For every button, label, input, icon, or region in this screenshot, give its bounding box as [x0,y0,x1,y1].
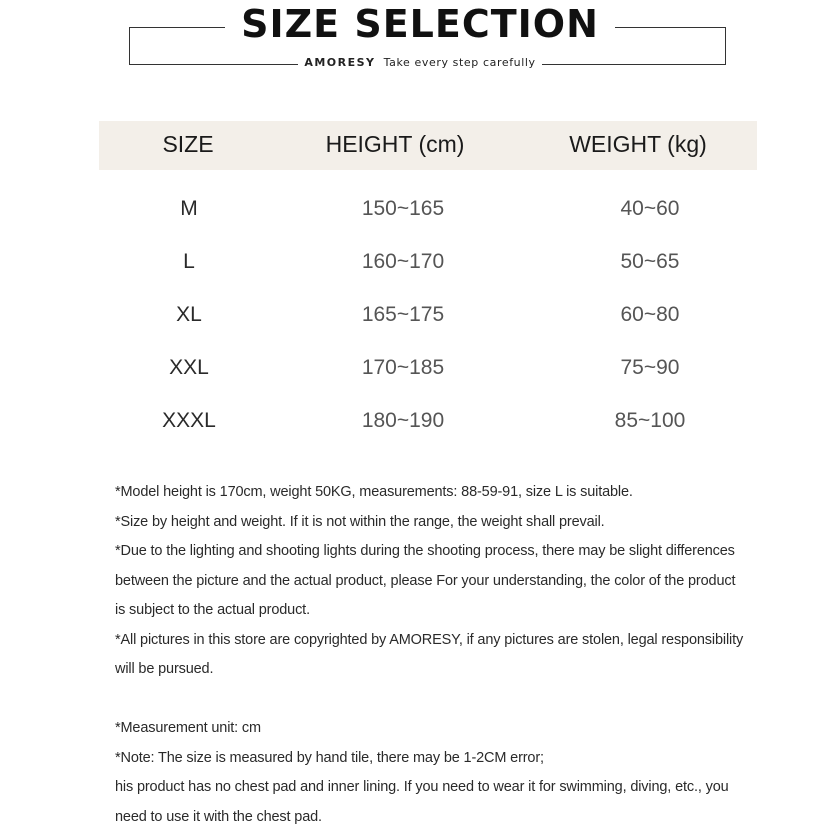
note-line: need to use it with the chest pad. [115,808,322,825]
table-row-weight: 85~100 [614,409,686,432]
table-row-weight: 75~90 [620,356,680,379]
note-line: will be pursued. [115,661,214,677]
table-row-height: 180~190 [361,409,445,432]
table-row-height: 150~165 [361,197,445,220]
note-line: *Measurement unit: cm [115,720,261,736]
column-header-weight: WEIGHT (kg) [569,131,707,157]
table-row-height: 170~185 [361,356,445,379]
table-row-size: XL [176,303,202,326]
page-title-text: SIZE SELECTION [225,2,615,46]
table-row-size: M [180,197,198,220]
note-line: *Note: The size is measured by hand tile, there may be 1-2CM error; [115,749,544,766]
table-row-size: XXXL [162,409,216,432]
tagline-text: Take every step carefully [383,56,536,69]
brand-name: AMORESY [304,56,376,69]
column-header-size: SIZE [162,131,214,157]
page-title [0,2,840,46]
column-header-height: HEIGHT (cm) [325,131,465,157]
note-line: *Model height is 170cm, weight 50KG, measurements: 88-59-91, size L is suitable. [115,484,633,500]
table-row-size: L [183,250,195,273]
note-line: *Size by height and weight. If it is not within the range, the weight shall prevail. [115,513,605,530]
note-line: *All pictures in this store are copyrighted by AMORESY, if any pictures are stolen, legal responsibility [115,631,744,648]
note-line: his product has no chest pad and inner lining. If you need to wear it for swimming, diving, etc., you [115,779,729,795]
table-row-weight: 40~60 [620,197,680,220]
table-row-weight: 60~80 [620,303,680,326]
note-line: between the picture and the actual product, please For your understanding, the color of the product [115,572,736,589]
note-line: *Due to the lighting and shooting lights during the shooting process, there may be slight differences [115,543,735,559]
table-row-weight: 50~65 [620,250,680,273]
table-row-height: 160~170 [361,250,445,273]
brand-tagline [0,56,840,69]
table-row-size: XXL [169,356,209,379]
note-line: is subject to the actual product. [115,602,310,618]
table-row-height: 165~175 [361,303,445,326]
